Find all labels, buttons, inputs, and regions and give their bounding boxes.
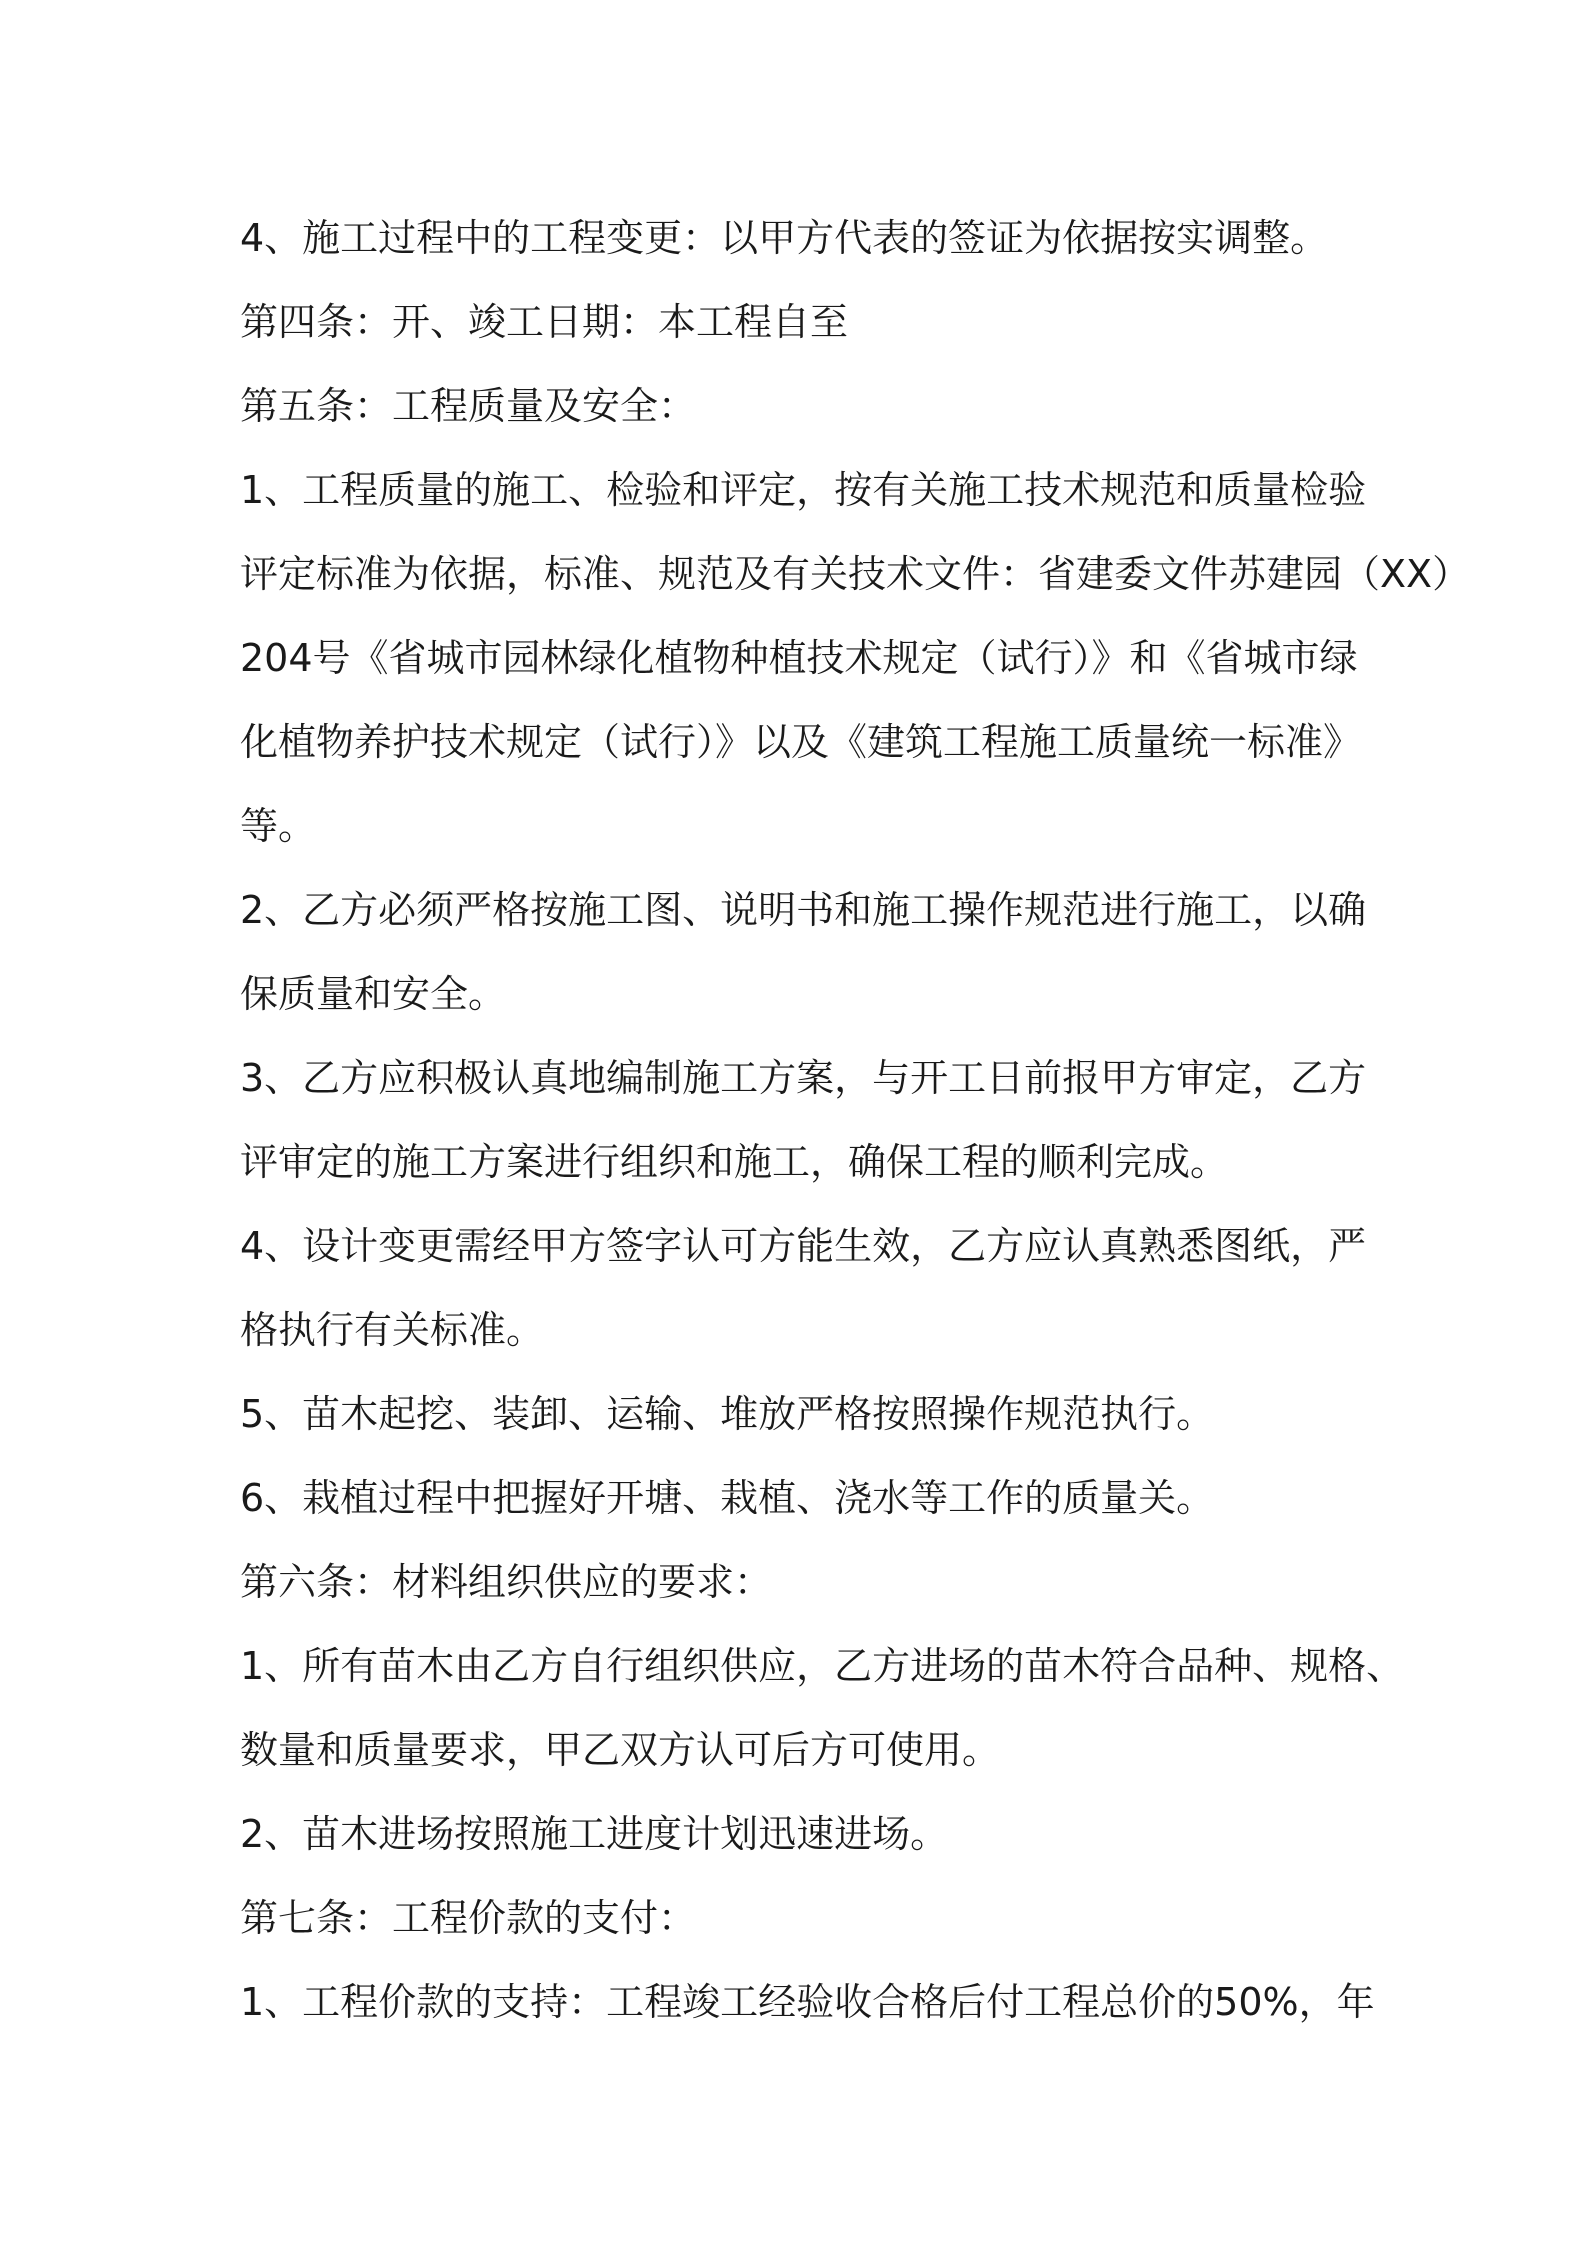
text-line: 评定标准为依据，标准、规范及有关技术文件：省建委文件苏建园（XX） — [240, 552, 1471, 596]
text-line: 数量和质量要求，甲乙双方认可后方可使用。 — [240, 1728, 1001, 1772]
text-line: 格执行有关标准。 — [240, 1308, 545, 1352]
document-body — [240, 196, 1471, 2044]
text-line: 1、所有苗木由乙方自行组织供应，乙方进场的苗木符合品种、规格、 — [240, 1644, 1405, 1688]
text-line: 5、苗木起挖、装卸、运输、堆放严格按照操作规范执行。 — [240, 1392, 1215, 1436]
text-line: 第五条：工程质量及安全： — [240, 384, 697, 428]
text-line: 1、工程价款的支持：工程竣工经验收合格后付工程总价的50%，年 — [240, 1980, 1375, 2024]
text-line: 4、设计变更需经甲方签字认可方能生效，乙方应认真熟悉图纸，严 — [240, 1224, 1367, 1268]
text-line: 评审定的施工方案进行组织和施工，确保工程的顺利完成。 — [240, 1140, 1229, 1184]
text-line: 204号《省城市园林绿化植物种植技术规定（试行）》和《省城市绿 — [240, 636, 1358, 680]
text-line: 6、栽植过程中把握好开塘、栽植、浇水等工作的质量关。 — [240, 1476, 1215, 1520]
text-line: 2、苗木进场按照施工进度计划迅速进场。 — [240, 1812, 949, 1856]
text-line: 3、乙方应积极认真地编制施工方案，与开工日前报甲方审定，乙方 — [240, 1056, 1367, 1100]
text-line: 2、乙方必须严格按施工图、说明书和施工操作规范进行施工，以确 — [240, 888, 1367, 932]
text-line: 第七条：工程价款的支付： — [240, 1896, 697, 1940]
text-line: 化植物养护技术规定（试行）》以及《建筑工程施工质量统一标准》 — [240, 720, 1362, 764]
text-line: 等。 — [240, 804, 317, 848]
text-line: 保质量和安全。 — [240, 972, 507, 1016]
text-line: 1、工程质量的施工、检验和评定，按有关施工技术规范和质量检验 — [240, 468, 1367, 512]
text-line: 4、施工过程中的工程变更：以甲方代表的签证为依据按实调整。 — [240, 216, 1329, 260]
text-line: 第六条：材料组织供应的要求： — [240, 1560, 773, 1604]
text-line: 第四条：开、竣工日期：本工程自至 — [240, 300, 849, 344]
